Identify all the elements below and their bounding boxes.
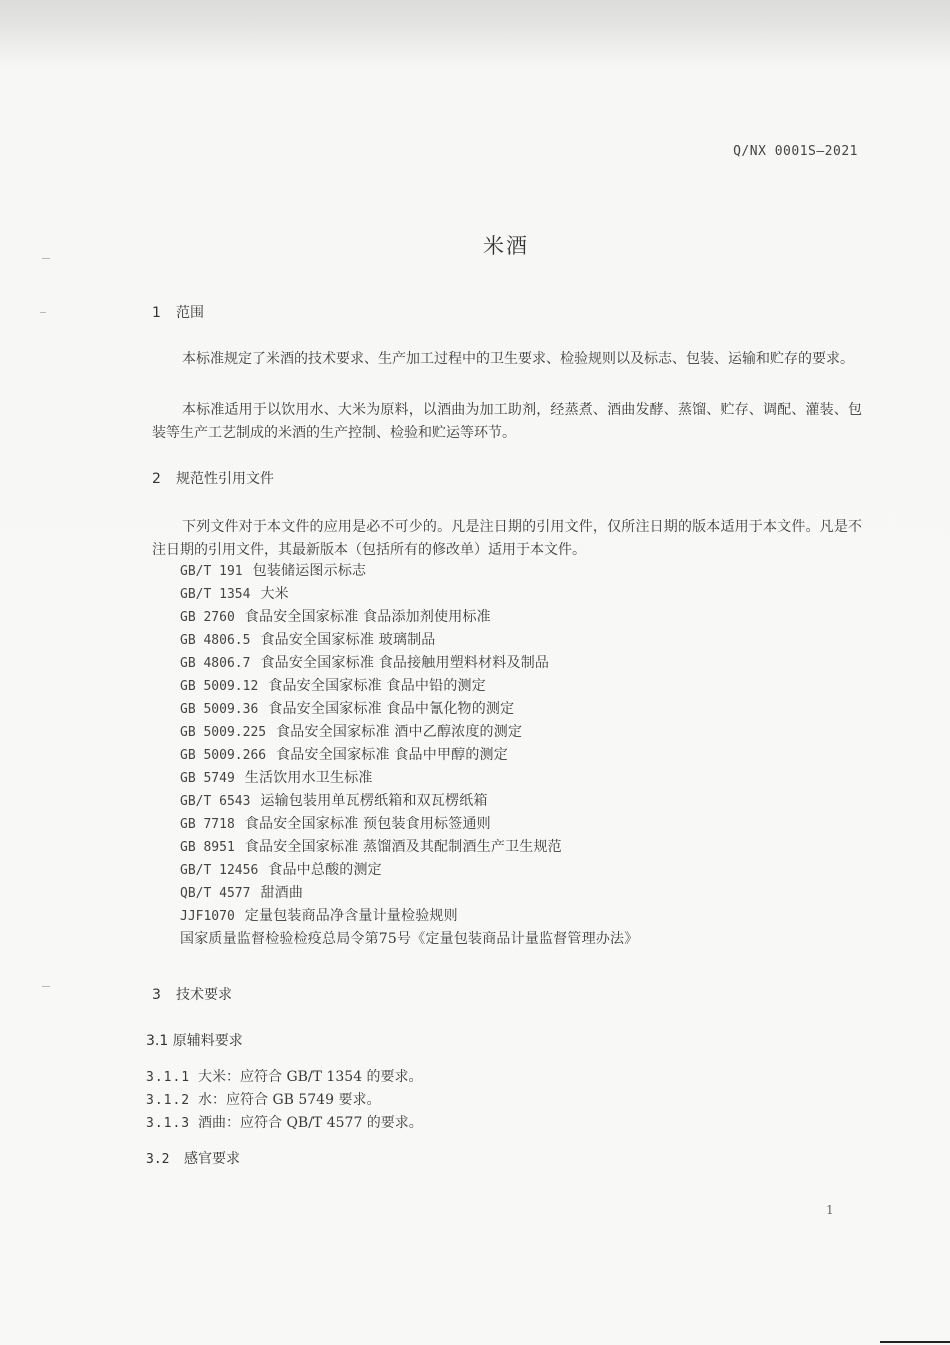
reference-code: GB/T 12456 (180, 863, 259, 878)
references-intro: 下列文件对于本文件的应用是必不可少的。凡是注日期的引用文件，仅所注日期的版本适用于本文件。凡是不注日期的引用文件，其最新版本（包括所有的修改单）适用于本文件。 (152, 519, 862, 558)
section-3-heading (152, 984, 232, 1004)
document-title: 米酒 (483, 234, 529, 258)
reference-list (180, 560, 820, 951)
page-number: 1 (826, 1203, 834, 1217)
reference-item (180, 698, 820, 721)
scan-mark (42, 986, 50, 987)
reference-item (180, 928, 820, 951)
item-text: 大米：应符合 GB/T 1354 的要求。 (198, 1069, 423, 1085)
reference-title: 食品安全国家标准 食品中氰化物的测定 (268, 701, 515, 717)
reference-code: GB 4806.7 (180, 656, 251, 671)
reference-code: GB 5749 (180, 771, 235, 786)
subsection-number: 3.2 (146, 1152, 170, 1167)
reference-title: 包装储运图示标志 (252, 563, 367, 579)
reference-title: 食品安全国家标准 食品中铅的测定 (268, 678, 486, 694)
reference-item (180, 744, 820, 767)
reference-code: GB/T 1354 (180, 587, 251, 602)
subsection-3-2-heading (146, 1148, 240, 1168)
section-number: 2 (152, 471, 161, 487)
scan-shadow (0, 0, 950, 70)
reference-code: GB/T 191 (180, 564, 243, 579)
reference-item (180, 675, 820, 698)
item-text: 水：应符合 GB 5749 要求。 (198, 1092, 381, 1108)
reference-title: 食品安全国家标准 酒中乙醇浓度的测定 (276, 724, 523, 740)
reference-item (180, 836, 820, 859)
reference-item (180, 629, 820, 652)
item-number: 3.1.1 (146, 1070, 191, 1085)
scan-edge-line (880, 1341, 950, 1343)
section-1-heading (152, 302, 204, 322)
reference-title: 食品安全国家标准 玻璃制品 (260, 632, 436, 648)
reference-item (180, 560, 820, 583)
reference-title: 食品安全国家标准 蒸馏酒及其配制酒生产卫生规范 (244, 839, 562, 855)
reference-code: GB 5009.225 (180, 725, 267, 740)
reference-title: 食品安全国家标准 食品添加剂使用标准 (244, 609, 491, 625)
reference-title: 甜酒曲 (260, 885, 304, 901)
reference-item (180, 905, 820, 928)
reference-title: 大米 (260, 586, 289, 602)
reference-item (180, 583, 820, 606)
item-number: 3.1.2 (146, 1093, 191, 1108)
scan-mark (40, 312, 46, 313)
reference-title: 食品中总酸的测定 (268, 862, 382, 878)
reference-title: 定量包装商品净含量计量检验规则 (244, 908, 458, 924)
section-title: 技术要求 (176, 987, 232, 1003)
reference-code: GB 4806.5 (180, 633, 251, 648)
reference-code: GB 5009.12 (180, 679, 259, 694)
reference-item (180, 882, 820, 905)
reference-code: QB/T 4577 (180, 886, 251, 901)
subsection-3-1-heading: 3.1 原辅料要求 (146, 1033, 243, 1049)
reference-code: GB 7718 (180, 817, 235, 832)
reference-title: 生活饮用水卫生标准 (244, 770, 373, 786)
requirement-item (146, 1089, 380, 1109)
section-number: 1 (152, 305, 161, 321)
reference-item (180, 721, 820, 744)
item-number: 3.1.3 (146, 1116, 191, 1131)
section-number: 3 (152, 987, 161, 1003)
reference-code: JJF1070 (180, 909, 235, 924)
reference-title: 食品安全国家标准 预包装食用标签通则 (244, 816, 491, 832)
reference-item (180, 790, 820, 813)
reference-item (180, 859, 820, 882)
reference-code: GB 2760 (180, 610, 235, 625)
section-title: 规范性引用文件 (176, 471, 274, 487)
reference-code: GB 5009.266 (180, 748, 267, 763)
reference-title: 国家质量监督检验检疫总局令第75号《定量包装商品计量监督管理办法》 (180, 931, 639, 947)
reference-title: 食品安全国家标准 食品中甲醇的测定 (276, 747, 508, 763)
reference-title: 食品安全国家标准 食品接触用塑料材料及制品 (260, 655, 550, 671)
reference-code: GB 8951 (180, 840, 235, 855)
reference-item (180, 652, 820, 675)
scope-paragraph-1: 本标准规定了米酒的技术要求、生产加工过程中的卫生要求、检验规则以及标志、包装、运输和贮存的要求。 (182, 351, 854, 367)
section-2-heading (152, 468, 274, 488)
standard-number: Q/NX 0001S—2021 (733, 144, 858, 159)
scope-paragraph-2: 本标准适用于以饮用水、大米为原料，以酒曲为加工助剂，经蒸煮、酒曲发酵、蒸馏、贮存、调配、灌装、包装等生产工艺制成的米酒的生产控制、检验和贮运等环节。 (152, 402, 862, 441)
scan-mark (42, 258, 50, 259)
item-text: 酒曲：应符合 QB/T 4577 的要求。 (198, 1115, 423, 1131)
reference-code: GB/T 6543 (180, 794, 251, 809)
section-title: 范围 (176, 305, 204, 321)
reference-item (180, 767, 820, 790)
reference-code: GB 5009.36 (180, 702, 259, 717)
requirement-item (146, 1112, 423, 1132)
reference-item (180, 813, 820, 836)
reference-title: 运输包装用单瓦楞纸箱和双瓦楞纸箱 (260, 793, 488, 809)
subsection-title: 感官要求 (184, 1151, 240, 1167)
requirement-item (146, 1066, 423, 1086)
reference-item (180, 606, 820, 629)
